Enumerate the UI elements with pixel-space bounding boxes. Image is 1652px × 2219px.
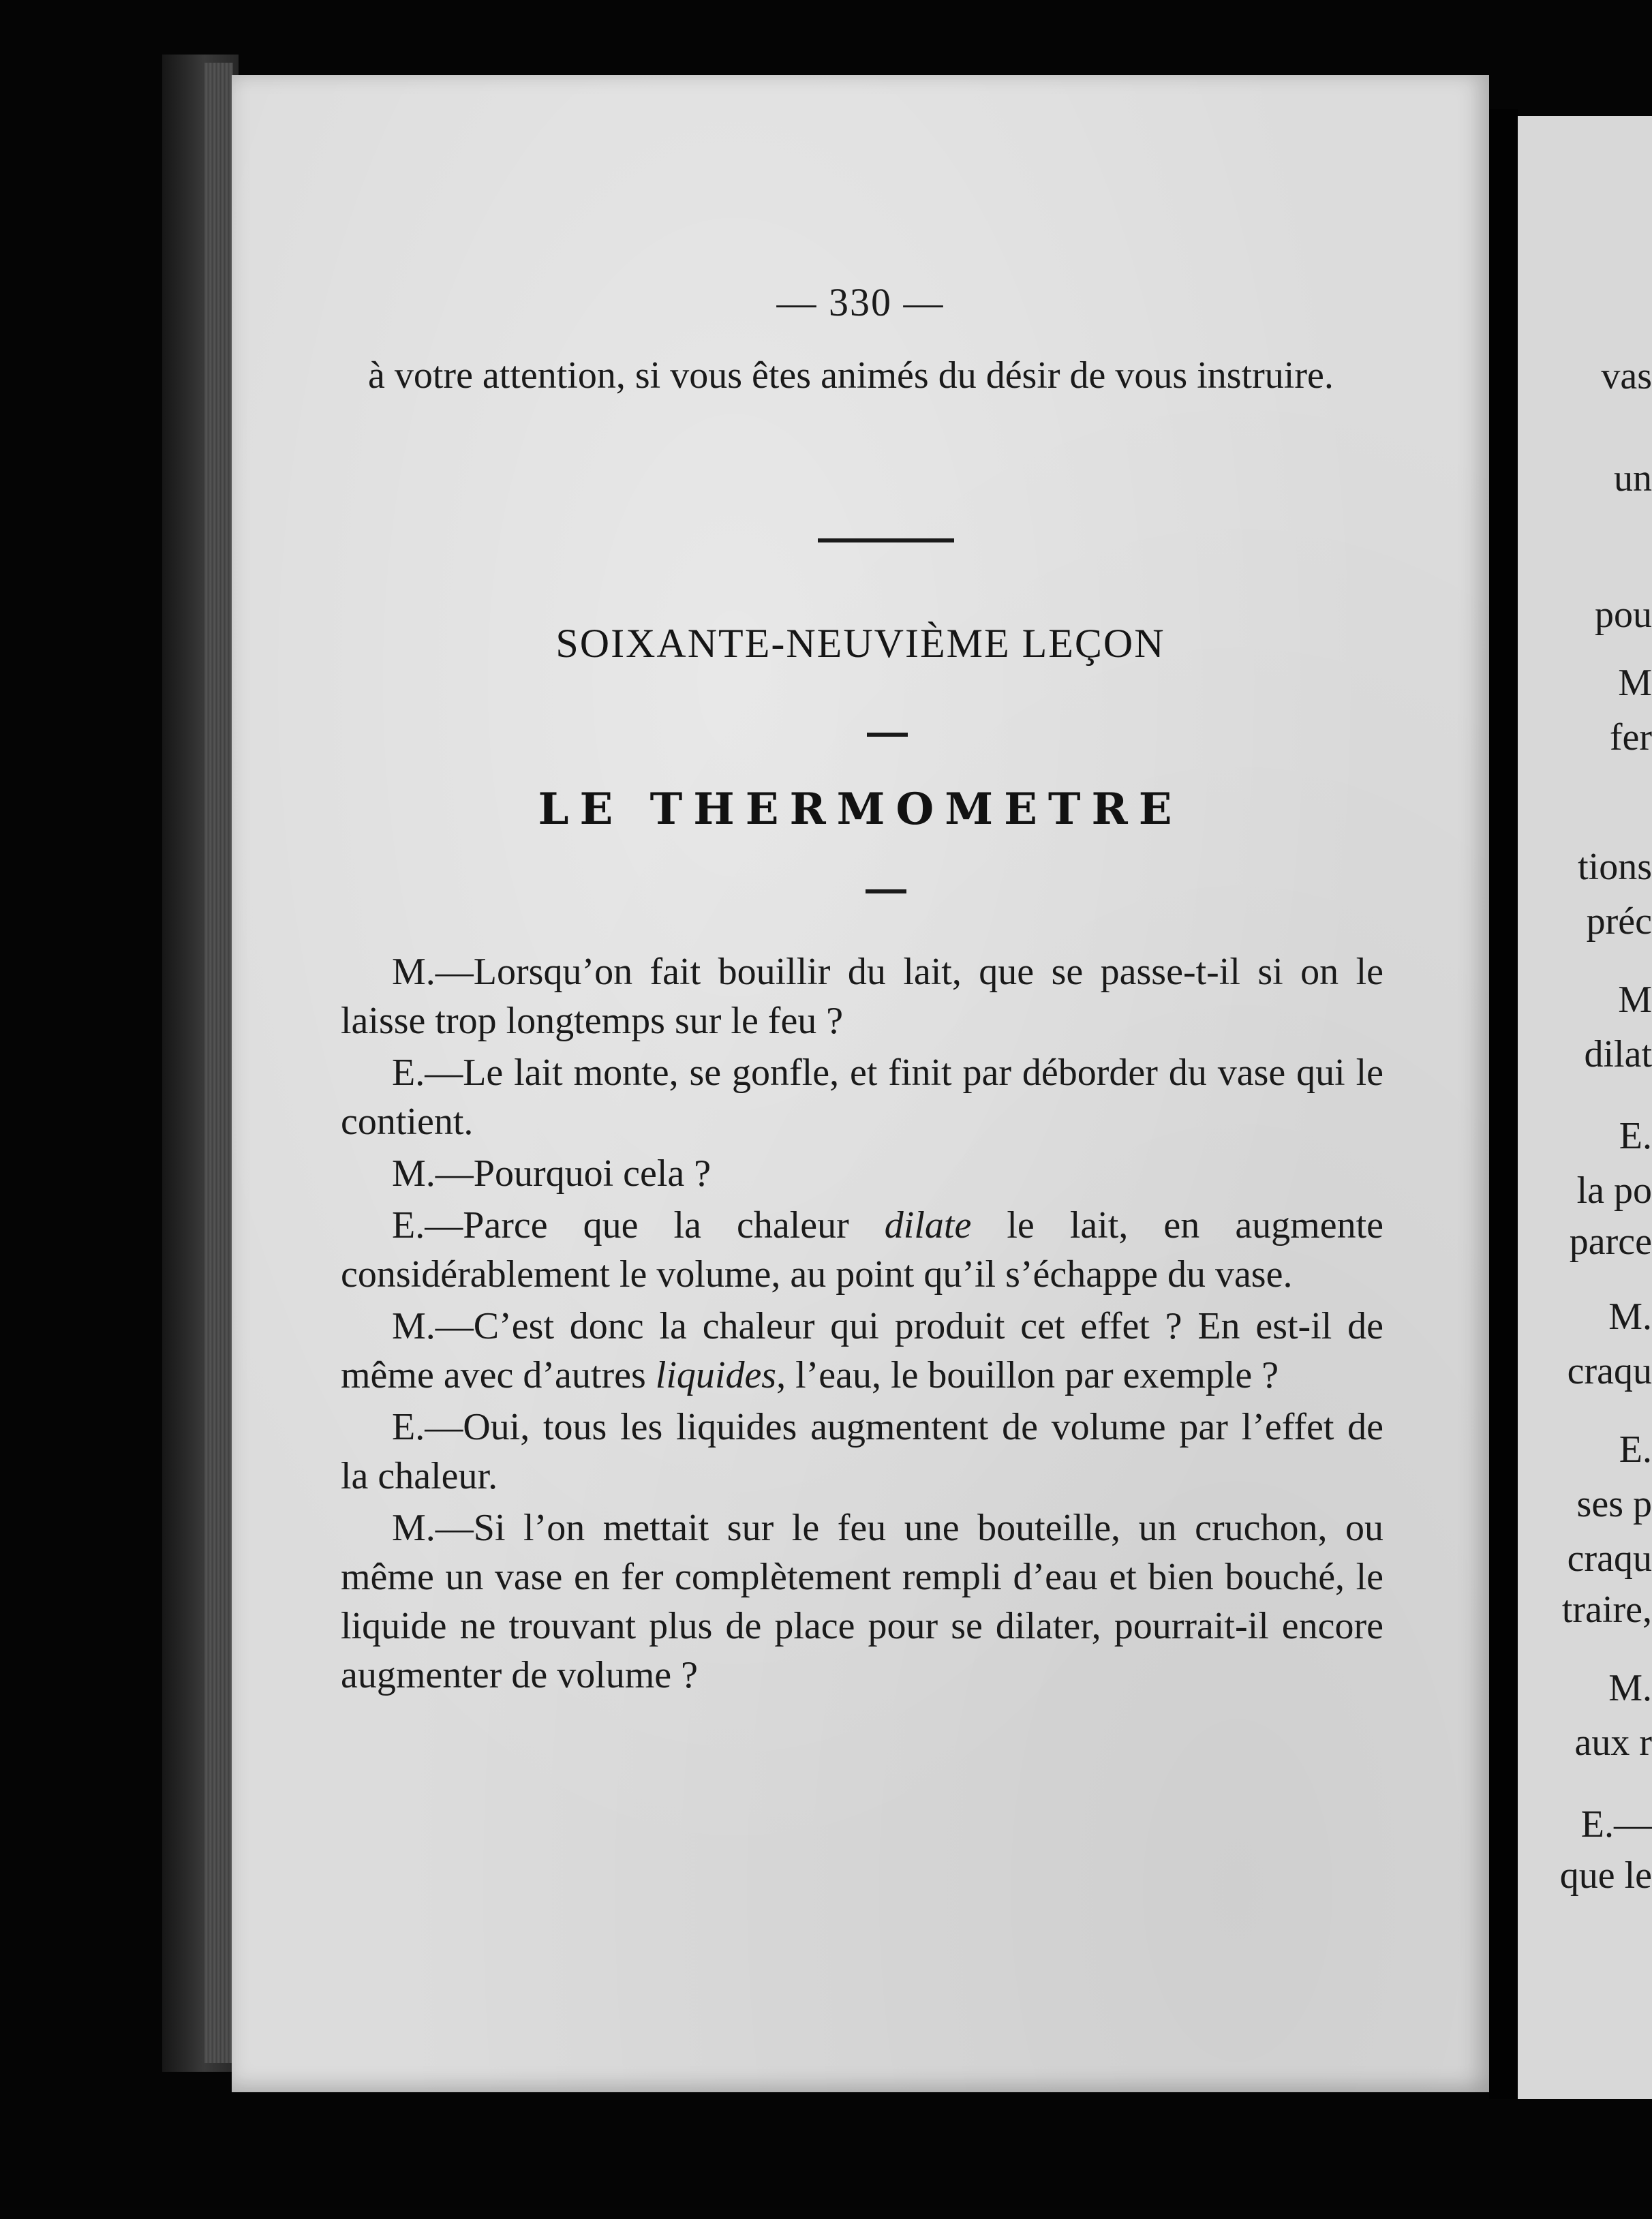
short-divider bbox=[867, 733, 908, 737]
adjacent-page-text: préc bbox=[1586, 900, 1652, 943]
adjacent-page-text: M bbox=[1618, 662, 1652, 704]
adjacent-page-text: aux r bbox=[1574, 1721, 1652, 1764]
adjacent-page-text: que le bbox=[1559, 1854, 1652, 1897]
adjacent-page-text: M. bbox=[1608, 1296, 1652, 1338]
dialogue-paragraph: M.—C’est donc la chaleur qui produit cet effet ? En est-il de même avec d’autres liquides, l’eau, le bouillon par exemple ? bbox=[341, 1305, 1383, 1396]
adjacent-page-text: M. bbox=[1608, 1667, 1652, 1709]
adjacent-page-text: craqu bbox=[1567, 1350, 1652, 1392]
page-number: — 330 — bbox=[776, 280, 945, 324]
adjacent-page-text: fer bbox=[1609, 716, 1652, 759]
adjacent-page-text: M bbox=[1618, 979, 1652, 1021]
adjacent-page-text: tions bbox=[1578, 846, 1652, 888]
adjacent-page-text: E. bbox=[1619, 1115, 1652, 1157]
book-page bbox=[232, 75, 1489, 2092]
adjacent-page bbox=[1518, 116, 1652, 2099]
lesson-heading: SOIXANTE-NEUVIÈME LEÇON bbox=[555, 621, 1165, 666]
adjacent-page-text: vas bbox=[1601, 355, 1652, 397]
page-gutter bbox=[1489, 109, 1518, 2099]
section-divider bbox=[818, 538, 954, 542]
adjacent-page-text: E.— bbox=[1580, 1803, 1652, 1846]
adjacent-page-text: dilat bbox=[1584, 1033, 1652, 1075]
dialogue-body bbox=[341, 947, 1383, 1702]
chapter-title: LE THERMOMETRE bbox=[538, 784, 1183, 835]
adjacent-page-text: pou bbox=[1595, 594, 1652, 636]
continuation-text: à votre attention, si vous êtes animés du désir de vous instruire. bbox=[368, 354, 1334, 397]
dialogue-paragraph: E.—Le lait monte, se gonfle, et finit par déborder du vase qui le contient. bbox=[341, 1052, 1383, 1143]
adjacent-page-text: ses p bbox=[1576, 1483, 1652, 1525]
dialogue-paragraph: E.—Parce que la chaleur dilate le lait, en augmente considérablement le volume, au point qu’il s’échappe du vase. bbox=[341, 1204, 1383, 1296]
short-divider bbox=[866, 889, 906, 893]
adjacent-page-text: parce bbox=[1569, 1221, 1652, 1263]
adjacent-page-text: la po bbox=[1576, 1169, 1652, 1212]
dialogue-paragraph: M.—Lorsqu’on fait bouillir du lait, que se passe-t-il si on le laisse trop longtemps sur le feu ? bbox=[341, 951, 1383, 1042]
adjacent-page-text: E. bbox=[1619, 1428, 1652, 1471]
page-edges bbox=[204, 63, 233, 2063]
dialogue-paragraph: M.—Si l’on mettait sur le feu une bouteille, un cruchon, ou même un vase en fer complètement rempli d’eau et bien bouché, le liquide ne trouvant plus de place pour se dilater, pourrait-il encore augmenter de volume ? bbox=[341, 1507, 1383, 1696]
dialogue-paragraph: E.—Oui, tous les liquides augmentent de volume par l’effet de la chaleur. bbox=[341, 1406, 1383, 1497]
dialogue-paragraph: M.—Pourquoi cela ? bbox=[392, 1152, 712, 1195]
adjacent-page-text: un bbox=[1614, 457, 1652, 500]
adjacent-page-text: traire, bbox=[1561, 1589, 1652, 1631]
adjacent-page-text: craqu bbox=[1567, 1537, 1652, 1580]
